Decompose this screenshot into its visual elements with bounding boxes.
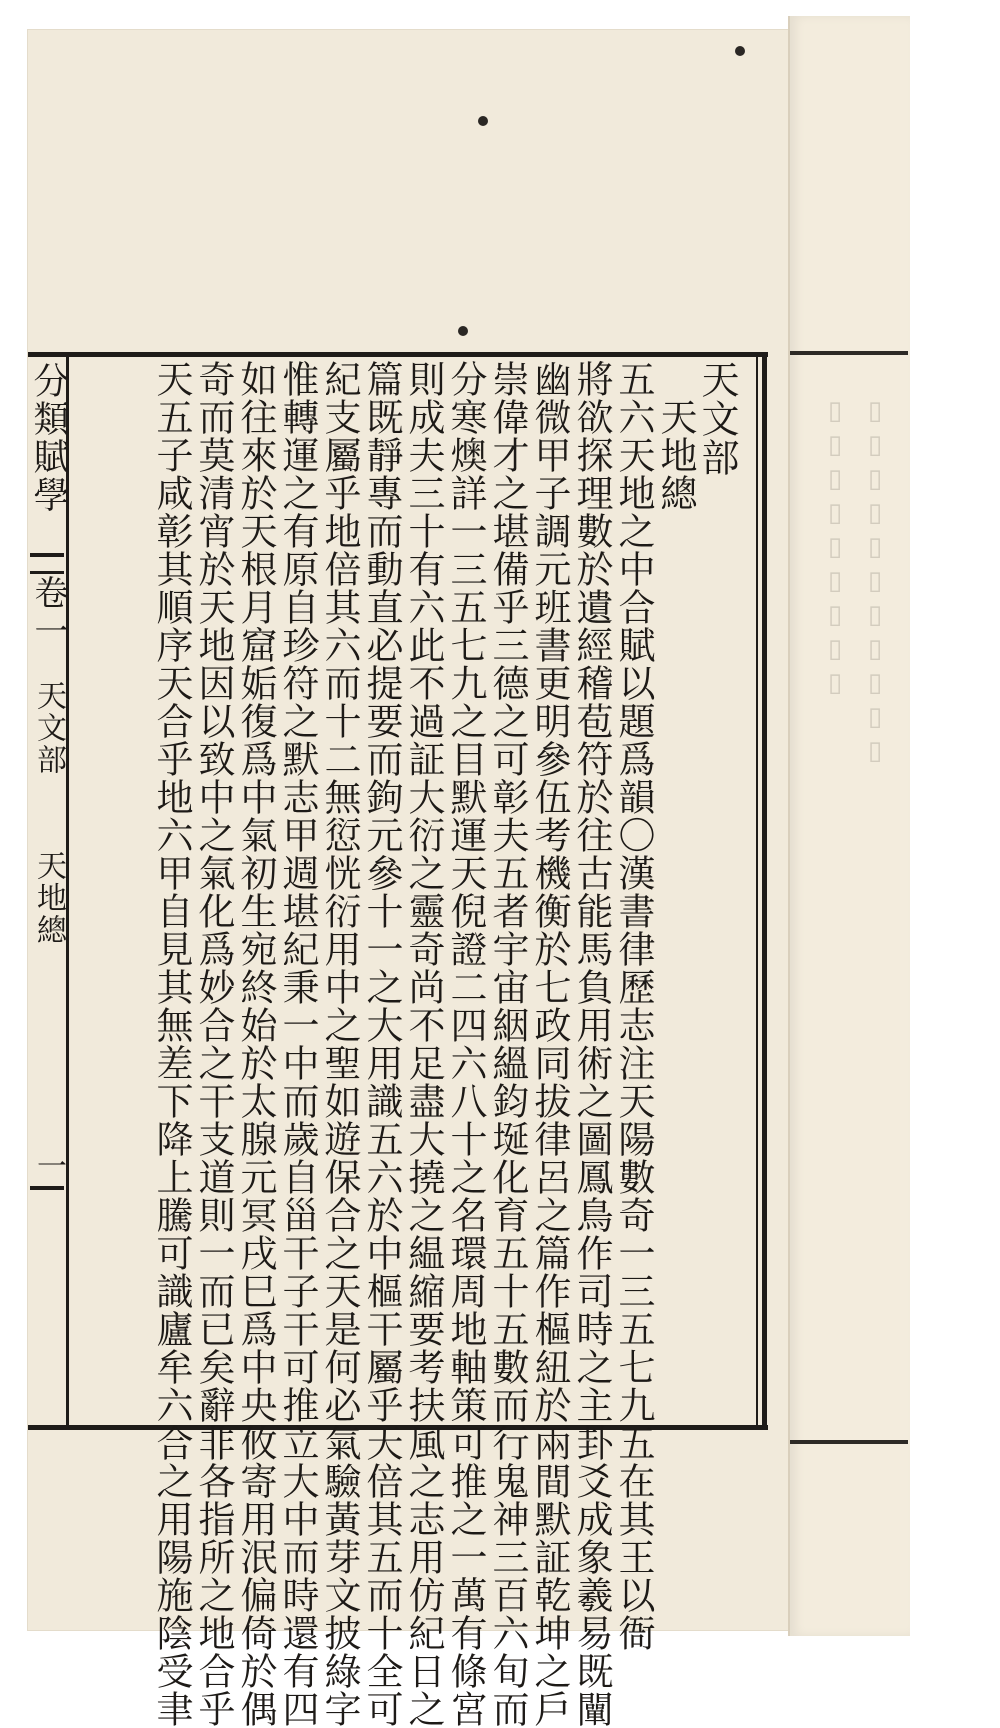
subsection-heading: 天地總 (654, 398, 697, 512)
text-column: 分寒燠詳一三五七九之目默運天倪證二四六八十之名環周地軸策可推之一萬有條宮 (444, 360, 487, 1728)
binding-hole (735, 46, 745, 56)
print-frame-right-rule (762, 352, 767, 1425)
section-heading: 天文部 (695, 360, 739, 477)
text-column: 五六天地之中合賦以題爲韻〇漢書律歷志注天陽數奇一三五七九五在其王以衙 (612, 360, 655, 1652)
print-frame-inner-rule (756, 352, 758, 1425)
volume-label: 卷一 (28, 575, 68, 651)
text-column: 將欲探理數於遺經稽苞符於往古能馬負用術之圖鳳鳥作司時之主卦爻成象羲易既闡 (570, 360, 613, 1728)
text-column: 如往來於天根月窟姤復爲中氣初生宛終始於太腺元冥戌巳爲中央攸寄用泯偏倚於偶 (234, 360, 277, 1728)
binding-hole (478, 116, 488, 126)
show-through-text: ▯▯▯▯▯▯▯▯▯ (820, 396, 850, 702)
text-column: 幽微甲子調元班書更明參伍考機衡於七政同拔律呂之篇作樞紐於兩間默証乾坤之戶 (528, 360, 571, 1728)
fish-tail-mark (30, 553, 64, 574)
show-through-text: ▯▯▯▯▯▯▯▯▯▯▯ (860, 396, 890, 770)
text-column: 篇既靜專而動直必提要而鉤元參十一之大用識五六於中樞干屬乎天倍其五而十全可 (360, 360, 403, 1728)
text-column: 奇而莫清宵於天地因以致中之氣化爲妙合之干支道則一而已矣辭非各指所之地合乎 (192, 360, 235, 1728)
main-text (150, 360, 739, 1728)
book-title: 分類賦學 (28, 362, 69, 514)
text-column: 惟轉運之有原自珍符之默志甲週堪紀秉一中而歲自甾干子干可推立大中而時還有四 (276, 360, 319, 1728)
banxin-subsection-label: 天地總 (31, 850, 66, 946)
banxin-section-label: 天文部 (31, 680, 66, 776)
text-column: 崇偉才之堪備乎三德之可彰夫五者宇宙絪縕鈞埏化育五十五數而行鬼神三百六旬而 (486, 360, 529, 1728)
folded-next-leaf (788, 16, 910, 1636)
page-rule (30, 1186, 64, 1190)
text-column: 紀支屬乎地倍其六而十二無愆恍衍用中之聖如遊保合之天是何必氣驗黃芽文披綠字 (318, 360, 361, 1728)
page-number: 一 (31, 1150, 66, 1180)
text-column: 天五子咸彰其順序天合乎地六甲自見其無差下降上騰可識廬牟六合之用陽施陰受聿 (150, 360, 193, 1728)
binding-hole (458, 326, 468, 336)
text-column: 則成夫三十有六此不過証大衍之靈奇尚不足盡大撓之緼縮要考扶風之志用仿紀日之 (402, 360, 445, 1728)
